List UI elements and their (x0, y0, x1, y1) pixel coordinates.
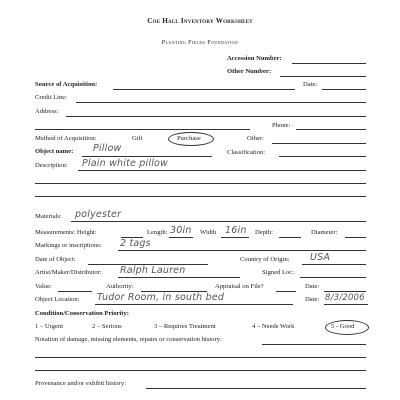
description-value: Plain white pillow (82, 158, 169, 169)
notation-field[interactable] (262, 344, 366, 345)
address-label: Address: (35, 108, 59, 115)
credit-line-label: Credit Line: (35, 94, 68, 101)
description-label: Description: (35, 162, 68, 169)
method-of-acquisition-label: Method of Acquisition: (35, 135, 97, 142)
width-label: Width (200, 229, 217, 236)
worksheet-title: Coe Hall Inventory Worksheet (147, 17, 253, 25)
condition-option-5[interactable]: 5 - Good (331, 323, 355, 330)
address-field[interactable] (66, 116, 366, 117)
provenance-field[interactable] (146, 388, 366, 389)
other-number-field[interactable] (280, 76, 366, 77)
phone-field[interactable] (296, 129, 366, 130)
materials-value: polyester (75, 209, 122, 220)
appraisal-date-label: Date: (305, 283, 320, 290)
country-of-origin-field[interactable] (302, 264, 366, 265)
notation-label: Notation of damage, missing elements, repairs or conservation history: (35, 336, 222, 343)
signed-loc-field[interactable] (300, 277, 366, 278)
artist-maker-label: Artist/Maker/Distributor: (35, 269, 102, 276)
width-value: 16in (225, 225, 247, 236)
phone-label: Phone: (272, 122, 291, 129)
object-name-value: Pillow (93, 143, 122, 154)
depth-field[interactable] (279, 237, 301, 238)
diameter-label: Diameter: (311, 229, 338, 236)
source-of-acquisition-field[interactable] (113, 89, 295, 90)
date-of-object-label: Date of Object: (35, 256, 76, 263)
value-field[interactable] (58, 291, 92, 292)
object-location-label: Object Location: (35, 296, 80, 303)
materials-field[interactable] (71, 221, 366, 222)
source-date-label: Date: (303, 81, 318, 88)
object-name-label: Object name: (35, 148, 74, 155)
source-date-field[interactable] (322, 89, 366, 90)
measurements-height-label: Measurements: Height: (35, 229, 97, 236)
notation-line-3[interactable] (35, 370, 366, 371)
address-field-line-2[interactable] (35, 129, 250, 130)
other-method-label: Other: (247, 135, 264, 142)
description-field[interactable] (78, 170, 366, 171)
object-location-field[interactable] (95, 304, 293, 305)
diameter-field[interactable] (345, 237, 366, 238)
artist-maker-value: Ralph Lauren (120, 265, 186, 276)
object-name-field[interactable] (82, 156, 212, 157)
location-date-field[interactable] (324, 304, 368, 305)
credit-line-field[interactable] (76, 102, 366, 103)
location-date-label: Date: (305, 296, 320, 303)
accession-number-label: Accession Number: (227, 55, 282, 62)
condition-priority-label: Condition/Conservation Priority: (35, 310, 129, 317)
description-line-2[interactable] (35, 183, 366, 184)
accession-number-field[interactable] (292, 63, 366, 64)
condition-option-1[interactable]: 1 – Urgent (35, 323, 64, 330)
appraisal-date-field[interactable] (324, 291, 366, 292)
method-option-purchase[interactable]: Purchase (177, 135, 201, 142)
source-of-acquisition-label: Source of Acquisition: (35, 81, 98, 88)
country-of-origin-label: Country of Origin: (240, 256, 290, 263)
country-of-origin-value: USA (310, 252, 331, 263)
other-number-label: Other Number: (227, 68, 272, 75)
condition-option-4[interactable]: 4 – Needs Work (252, 323, 295, 330)
method-option-gift[interactable]: Gift (132, 135, 143, 142)
value-label: Value: (35, 283, 52, 290)
other-method-field[interactable] (272, 143, 366, 144)
depth-label: Depth: (255, 229, 273, 236)
appraisal-on-file-field[interactable] (276, 291, 296, 292)
markings-field[interactable] (118, 250, 366, 251)
notation-line-2[interactable] (35, 357, 366, 358)
location-date-value: 8/3/2006 (325, 293, 365, 303)
length-label: Length: (147, 229, 168, 236)
appraisal-on-file-label: Appraisal on File? (215, 283, 264, 290)
classification-field[interactable] (279, 156, 366, 157)
artist-maker-field[interactable] (118, 277, 240, 278)
worksheet-subtitle: Planting Fields Foundation (161, 39, 239, 46)
object-location-value: Tudor Room, in south bed (97, 292, 225, 303)
description-line-3[interactable] (35, 196, 366, 197)
materials-label: Materials: (35, 213, 62, 220)
width-field[interactable] (221, 237, 249, 238)
length-field[interactable] (169, 237, 193, 238)
authority-label: Authority: (106, 283, 134, 290)
classification-label: Classification: (227, 149, 266, 156)
condition-option-3[interactable]: 3 – Requires Treatment (154, 323, 216, 330)
markings-value: 2 tags (120, 238, 151, 249)
condition-option-2[interactable]: 2 – Serious (92, 323, 122, 330)
signed-loc-label: Signed Loc: (262, 269, 295, 276)
length-value: 30in (170, 225, 192, 236)
markings-label: Markings or inscriptions: (35, 242, 102, 249)
provenance-label: Provenance and/or exhibit history: (35, 380, 127, 387)
